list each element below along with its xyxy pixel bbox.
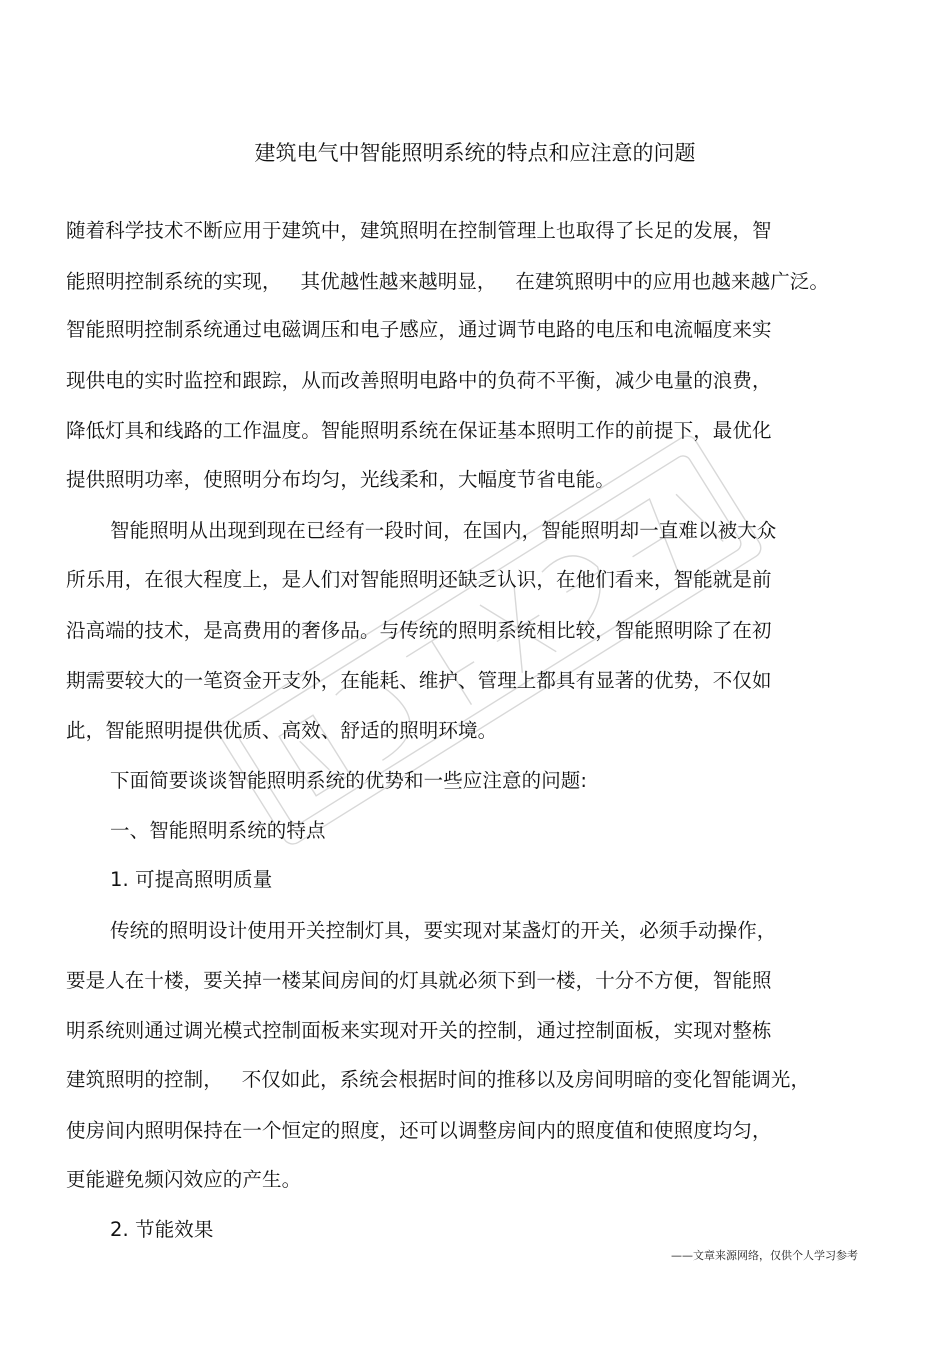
- body-line: 明系统则通过调光模式控制面板来实现对开关的控制，通过控制面板，实现对整栋: [66, 1019, 772, 1042]
- body-line: 能照明控制系统的实现， 其优越性越来越明显， 在建筑照明中的应用也越来越广泛。: [66, 270, 829, 293]
- body-line: 下面简要谈谈智能照明系统的优势和一些应注意的问题:: [110, 769, 588, 792]
- body-line: 智能照明控制系统通过电磁调压和电子感应，通过调节电路的电压和电流幅度来实: [66, 318, 772, 341]
- body-line: 随着科学技术不断应用于建筑中，建筑照明在控制管理上也取得了长足的发展，智: [66, 219, 772, 242]
- source-note: ——文章来源网络，仅供个人学习参考: [671, 1249, 858, 1262]
- body-line: 期需要较大的一笔资金开支外，在能耗、维护、管理上都具有显著的优势，不仅如: [66, 669, 772, 692]
- document-title: 建筑电气中智能照明系统的特点和应注意的问题: [254, 141, 696, 165]
- body-line: 沿高端的技术，是高费用的奢侈品。与传统的照明系统相比较，智能照明除了在初: [66, 619, 772, 642]
- body-line: 所乐用，在很大程度上，是人们对智能照明还缺乏认识，在他们看来，智能就是前: [66, 568, 772, 591]
- body-line: 降低灯具和线路的工作温度。智能照明系统在保证基本照明工作的前提下，最优化: [66, 419, 772, 442]
- body-line: 智能照明从出现到现在已经有一段时间，在国内，智能照明却一直难以被大众: [110, 519, 777, 542]
- section-heading: 一、智能照明系统的特点: [110, 819, 326, 842]
- subsection-heading: 1. 可提高照明质量: [110, 868, 273, 891]
- body-line: 更能避免频闪效应的产生。: [66, 1168, 302, 1191]
- body-line: 要是人在十楼，要关掉一楼某间房间的灯具就必须下到一楼，十分不方便，智能照: [66, 969, 772, 992]
- body-line: 传统的照明设计使用开关控制灯具，要实现对某盏灯的开关，必须手动操作，: [110, 919, 777, 942]
- body-line: 现供电的实时监控和跟踪，从而改善照明电路中的负荷不平衡，减少电量的浪费，: [66, 369, 772, 392]
- body-line: 使房间内照明保持在一个恒定的照度，还可以调整房间内的照度值和使照度均匀，: [66, 1119, 772, 1142]
- body-line: 此，智能照明提供优质、高效、舒适的照明环境。: [66, 719, 498, 742]
- subsection-heading: 2. 节能效果: [110, 1218, 214, 1241]
- body-line: 提供照明功率，使照明分布均匀，光线柔和，大幅度节省电能。: [66, 468, 615, 491]
- body-line: 建筑照明的控制， 不仅如此，系统会根据时间的推移以及房间明暗的变化智能调光，: [66, 1068, 811, 1091]
